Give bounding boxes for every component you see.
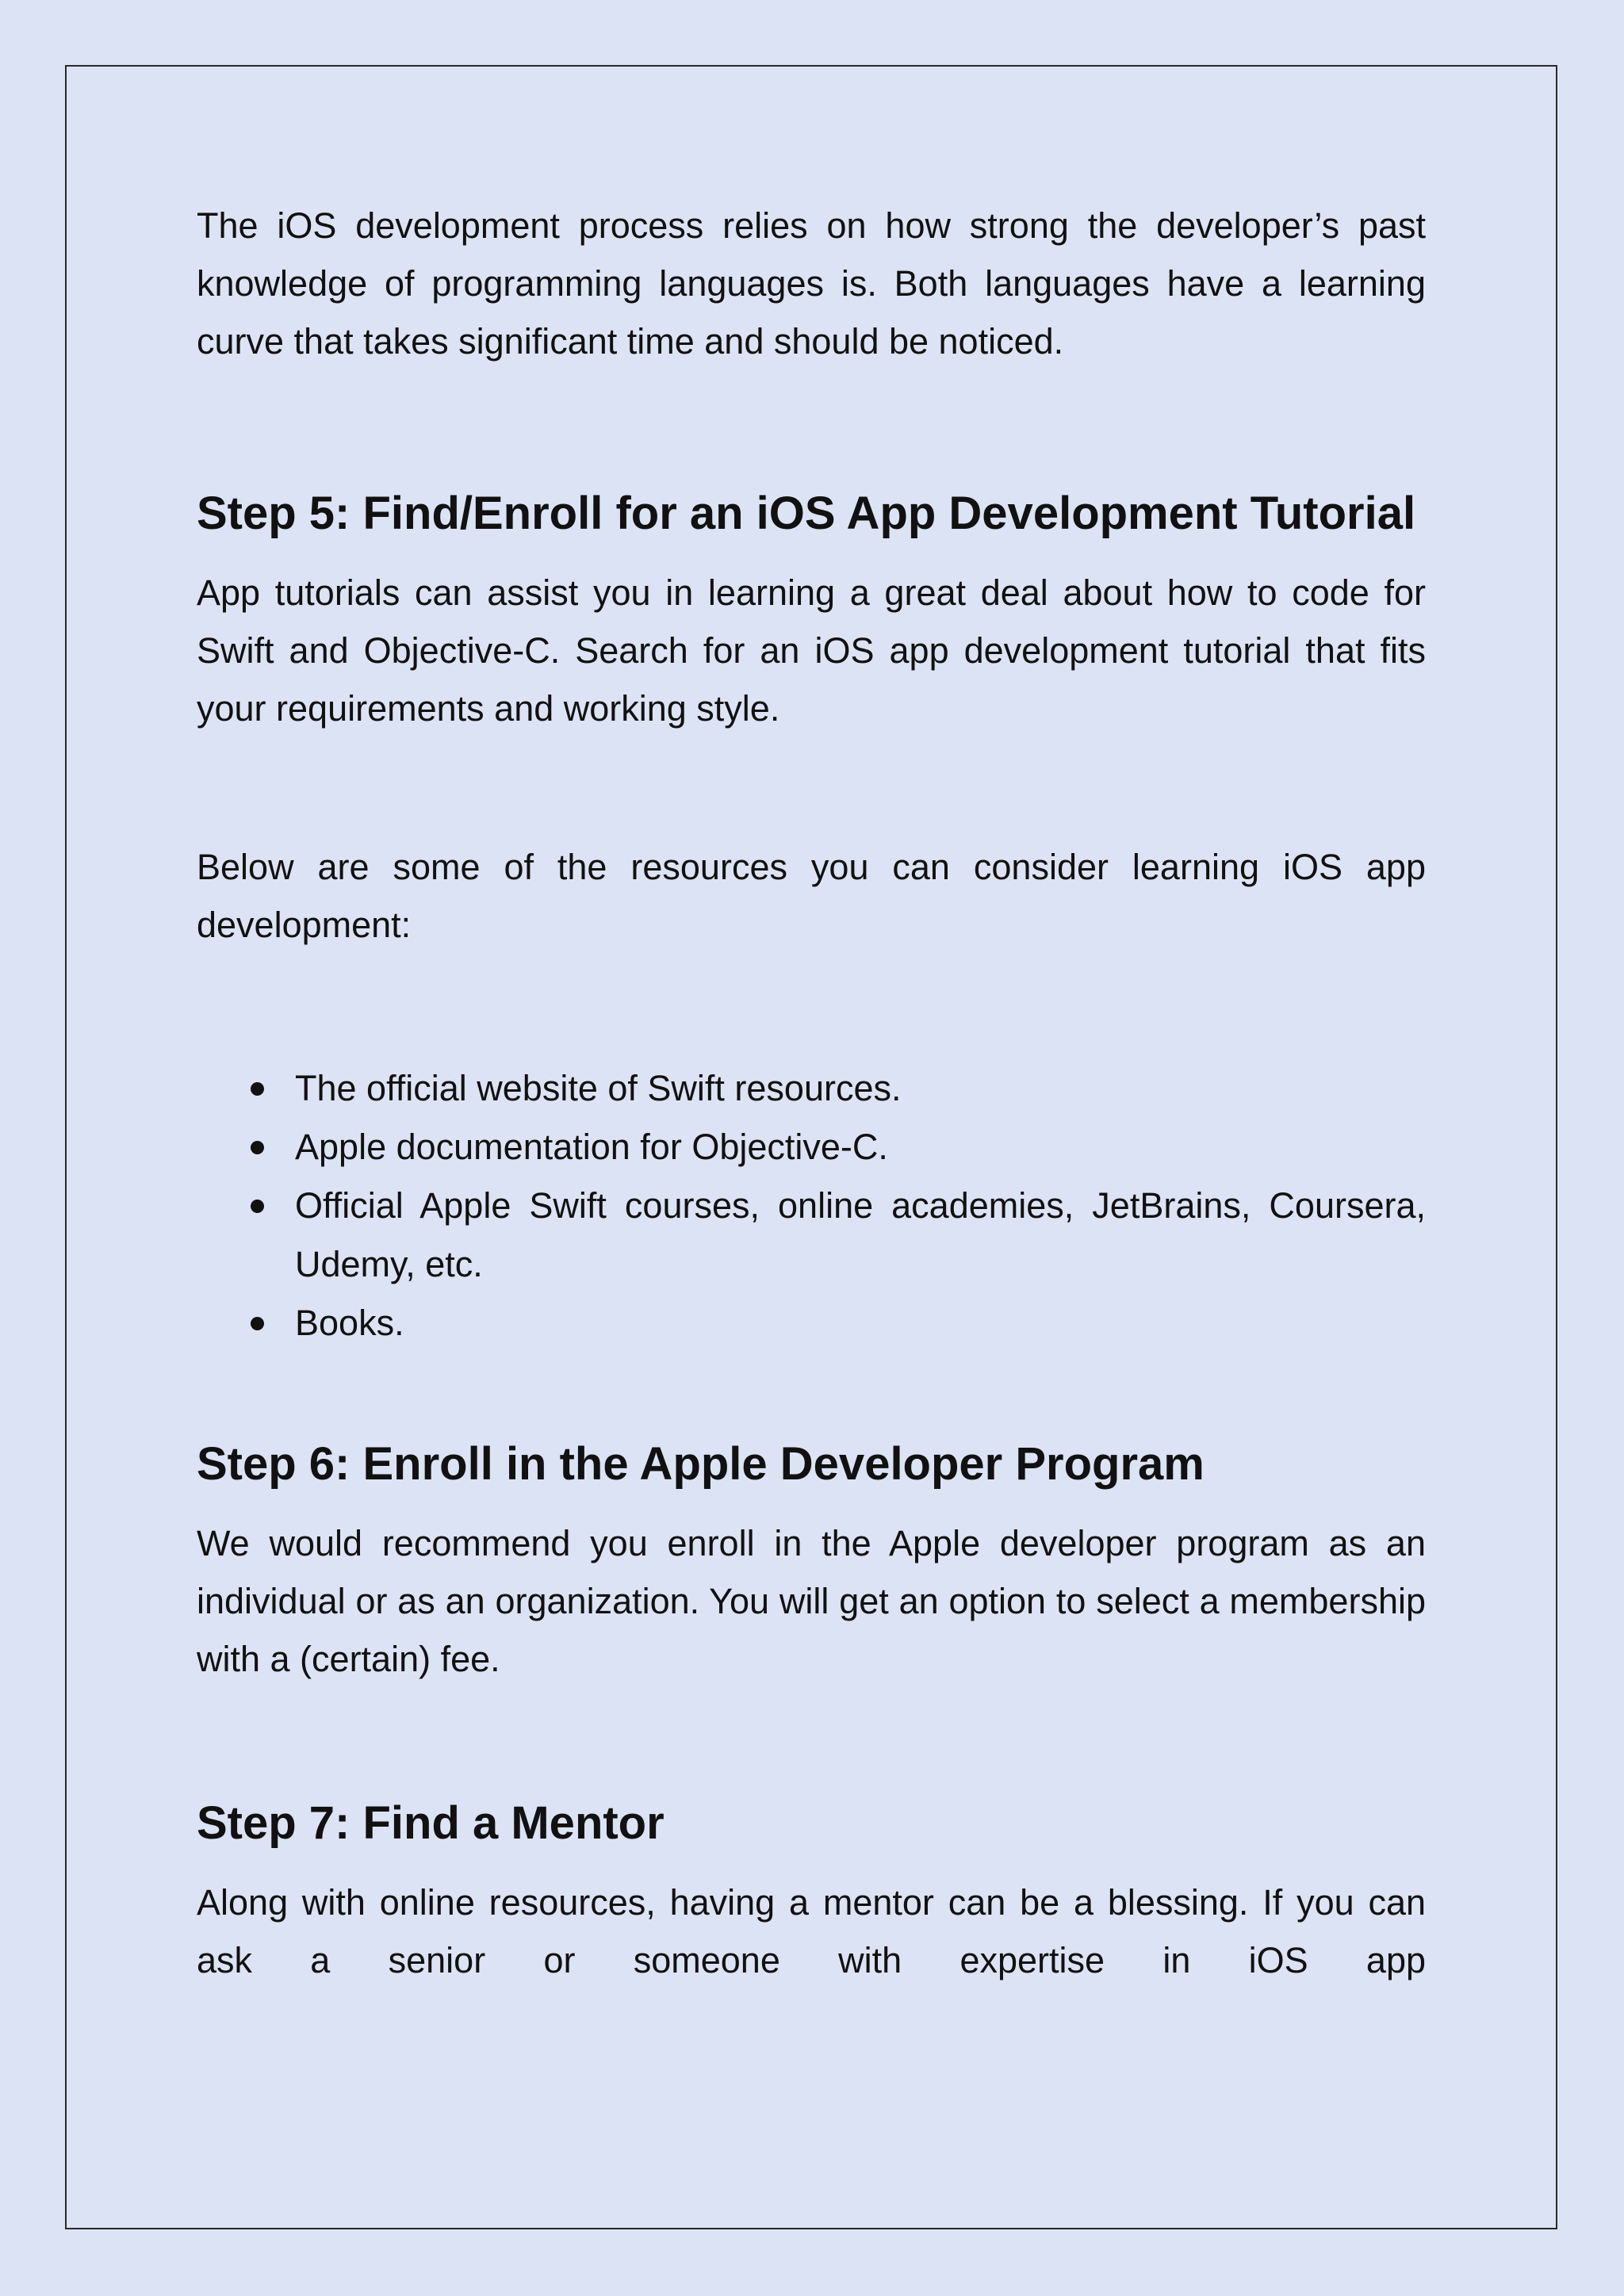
step6-paragraph: We would recommend you enroll in the Apple developer program as an individual or as an organization. You will get an option to select a membership with a (certain) fee. (197, 1523, 1426, 1679)
bullet-icon (251, 1082, 264, 1096)
list-item (197, 1177, 1426, 1294)
bullet-icon (251, 1200, 264, 1213)
list-item (197, 1118, 1426, 1177)
list-item-text: Books. (295, 1303, 404, 1343)
step7-heading: Step 7: Find a Mentor (197, 1797, 665, 1849)
resources-list (197, 1059, 1426, 1353)
bullet-icon (251, 1141, 264, 1154)
step7-paragraph: Along with online resources, having a mentor can be a blessing. If you can ask a senior or someone with expertise in iOS app (197, 1882, 1426, 1980)
list-item (197, 1294, 1426, 1353)
list-item (197, 1059, 1426, 1118)
intro-paragraph: The iOS development process relies on how strong the developer’s past knowledge of programming languages is. Both languages have a learning curve that takes significant time and should be noticed. (197, 205, 1426, 362)
step5-paragraph: App tutorials can assist you in learning a great deal about how to code for Swift and Objective-C. Search for an iOS app development tutorial that fits your requirements and working style. (197, 572, 1426, 729)
resources-intro: Below are some of the resources you can consider learning iOS app development: (197, 847, 1426, 945)
bullet-icon (251, 1317, 264, 1330)
document-body (197, 197, 1426, 1989)
step5-heading: Step 5: Find/Enroll for an iOS App Development Tutorial (197, 488, 1416, 539)
list-item-text: The official website of Swift resources. (295, 1068, 902, 1108)
step6-heading: Step 6: Enroll in the Apple Developer Program (197, 1438, 1205, 1490)
list-item-text: Apple documentation for Objective-C. (295, 1127, 888, 1167)
list-item-text: Official Apple Swift courses, online academies, JetBrains, Coursera, Udemy, etc. (295, 1185, 1426, 1284)
